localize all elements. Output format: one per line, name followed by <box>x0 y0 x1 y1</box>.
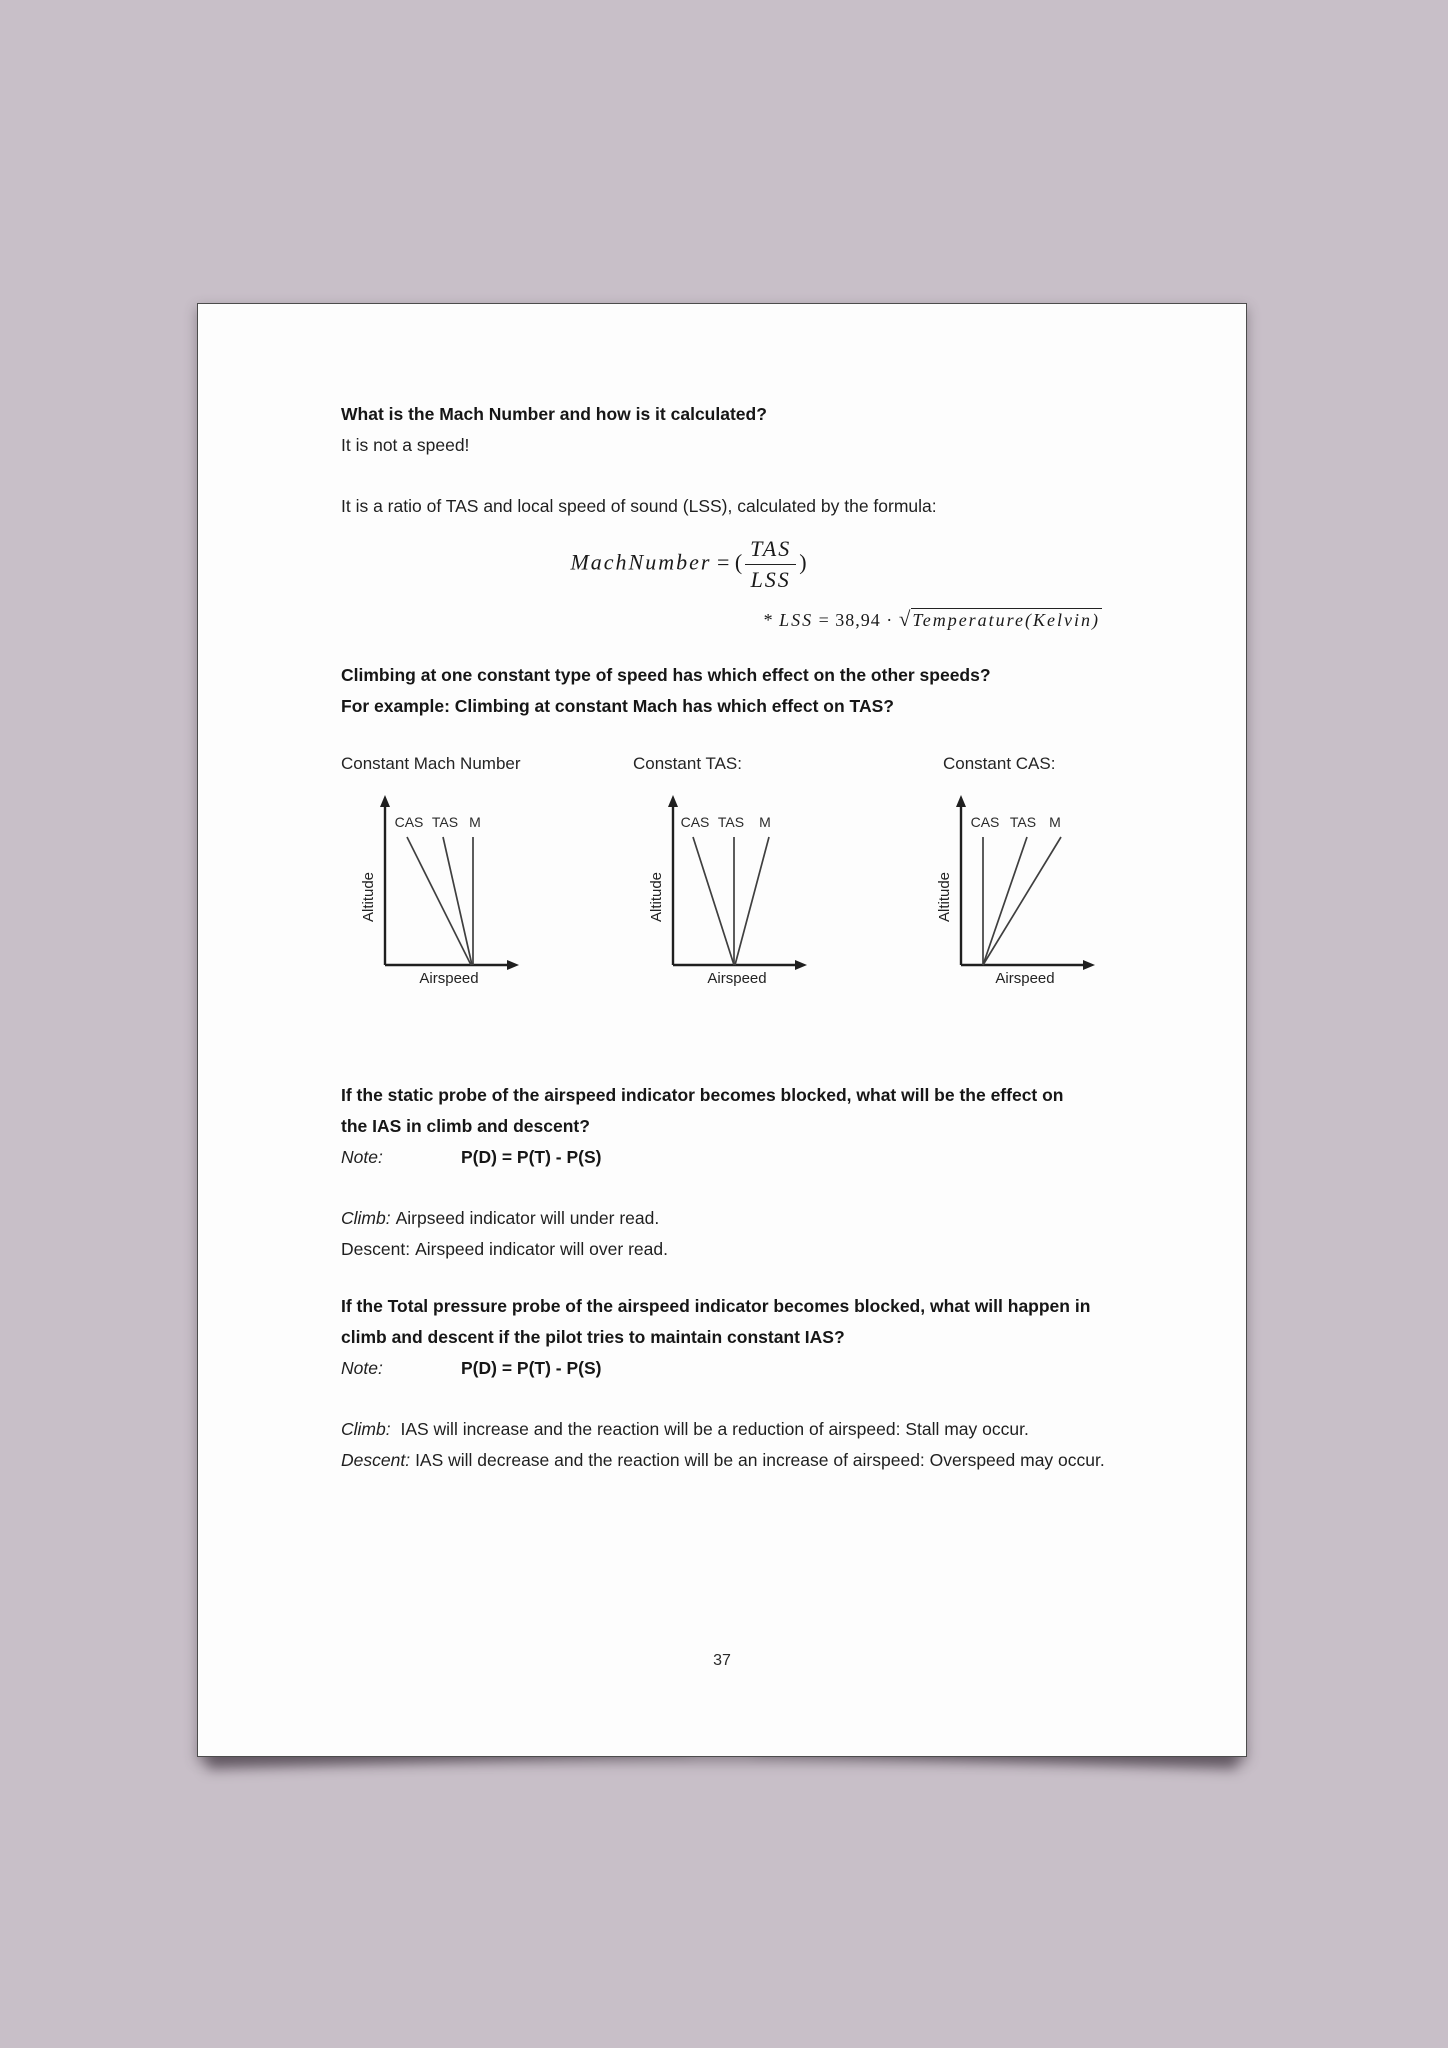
q2-heading-line2: For example: Climbing at constant Mach has which effect on TAS? <box>341 696 894 716</box>
chart-title: Constant TAS: <box>633 754 742 773</box>
q1-intro: It is a ratio of TAS and local speed of sound (LSS), calculated by the formula: <box>341 496 937 516</box>
document-content <box>198 304 1246 1476</box>
series-lines <box>395 814 481 965</box>
series-line-cas <box>407 837 471 965</box>
series-line-tas <box>443 837 472 965</box>
note-formula: P(D) = P(T) - P(S) <box>461 1147 602 1167</box>
sqrt-symbol: √ <box>898 607 912 631</box>
q1-heading: What is the Mach Number and how is it calculated? <box>341 404 767 424</box>
fraction-numerator: TAS <box>745 536 796 565</box>
series-label-cas: CAS <box>680 814 710 830</box>
chart-title: Constant CAS: <box>943 754 1056 773</box>
chart-constant-tas <box>633 748 809 993</box>
document-sheet <box>197 303 1247 1757</box>
chart-title: Constant Mach Number <box>341 754 521 773</box>
chart-svg <box>649 793 809 988</box>
q3-climb-line <box>341 1203 1106 1234</box>
lss-star: * <box>763 610 780 630</box>
series-label-cas: CAS <box>394 814 424 830</box>
series-lines <box>681 814 771 965</box>
series-label-tas: TAS <box>431 814 459 830</box>
x-axis-label: Airspeed <box>707 970 767 987</box>
lss-lhs: LSS <box>779 610 814 630</box>
climb-text: IAS will increase and the reaction will be a reduction of airspeed: Stall may occur. <box>395 1419 1029 1439</box>
climb-text: Airpseed indicator will under read. <box>395 1208 660 1228</box>
series-line-cas <box>693 837 734 965</box>
descent-text: Airspeed indicator will over read. <box>415 1239 668 1259</box>
series-label-m: M <box>469 814 481 830</box>
fraction-denominator: LSS <box>750 567 791 592</box>
formula-lhs: MachNumber <box>570 549 712 575</box>
fraction <box>745 536 796 593</box>
q4-note-row <box>341 1353 1106 1384</box>
descent-label: Descent: <box>341 1239 411 1259</box>
series-label-m: M <box>1049 814 1061 830</box>
note-label: Note: <box>341 1358 383 1378</box>
descent-label: Descent: <box>341 1450 411 1470</box>
formula-close-paren: ) <box>799 549 807 575</box>
y-axis-label: Altitude <box>361 871 377 923</box>
q3-descent-line <box>341 1234 1106 1265</box>
note-label: Note: <box>341 1147 383 1167</box>
charts-row <box>341 748 1106 998</box>
sqrt-radicand: Temperature(Kelvin) <box>912 610 1100 630</box>
q3-note-row <box>341 1142 1106 1173</box>
x-axis-label: Airspeed <box>995 970 1055 987</box>
page-number: 37 <box>713 1652 731 1669</box>
mach-formula <box>341 536 1106 593</box>
q1-answer: It is not a speed! <box>341 435 470 455</box>
climb-label: Climb: <box>341 1208 391 1228</box>
lss-equals: = 38,94 · <box>813 610 899 630</box>
q3-heading-line1: If the static probe of the airspeed indicator becomes blocked, what will be the effect on <box>341 1085 1064 1105</box>
series-label-tas: TAS <box>1009 814 1037 830</box>
y-axis-label: Altitude <box>937 871 953 923</box>
chart-svg <box>937 793 1097 988</box>
series-lines <box>971 814 1061 965</box>
x-axis-label: Airspeed <box>419 970 479 987</box>
q4-descent-line <box>341 1445 1106 1476</box>
chart-constant-mach <box>341 748 521 993</box>
q4-climb-line <box>341 1414 1106 1445</box>
y-axis-label: Altitude <box>649 871 665 923</box>
chart-constant-cas <box>937 748 1097 993</box>
series-line-m <box>983 837 1061 965</box>
formula-equals: = ( <box>716 549 743 575</box>
series-label-tas: TAS <box>717 814 745 830</box>
descent-text: IAS will decrease and the reaction will be an increase of airspeed: Overspeed may occur. <box>415 1450 1105 1470</box>
series-line-tas <box>983 837 1027 965</box>
series-line-m <box>735 837 769 965</box>
q4-heading-line2: climb and descent if the pilot tries to maintain constant IAS? <box>341 1327 845 1347</box>
chart-svg <box>361 793 521 988</box>
q4-heading-line1: If the Total pressure probe of the airspeed indicator becomes blocked, what will happen in <box>341 1296 1091 1316</box>
lss-formula <box>341 607 1106 632</box>
note-formula: P(D) = P(T) - P(S) <box>461 1358 602 1378</box>
q2-heading-line1: Climbing at one constant type of speed has which effect on the other speeds? <box>341 665 991 685</box>
series-label-m: M <box>759 814 771 830</box>
series-label-cas: CAS <box>970 814 1000 830</box>
climb-label: Climb: <box>341 1419 391 1439</box>
q3-heading-line2: the IAS in climb and descent? <box>341 1116 590 1136</box>
